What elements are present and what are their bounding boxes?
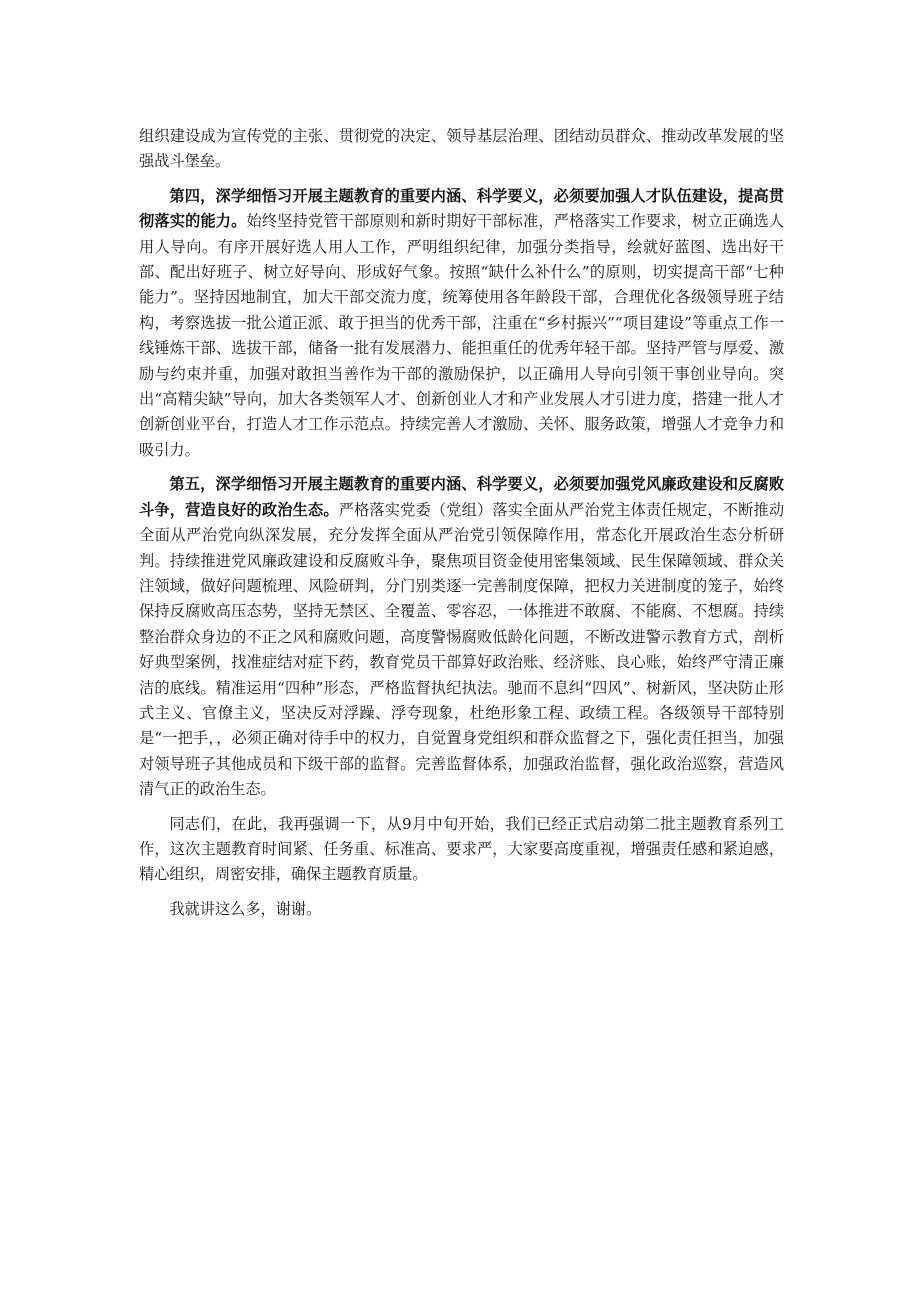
paragraph-lead-bold: 第四，深学细悟习开展主题教育的重要内涵、科学要义，必须要加强人才队伍建设，提高贯彻落实的能力。 — [139, 186, 784, 231]
paragraph-text: 严格落实党委（党组）落实全面从严治党主体责任规定，不断推动全面从严治党向纵深发展，充分发挥全面从严治党引领保障作用，常态化开展政治生态分析研判。持续推进党风廉政建设和反腐败斗争，聚焦项目资金使用密集领域、民生保障领域、群众关注领域，做好问题梳理、风险研判，分门别类逐一完善制度保障，把权力关进制度的笼子，始终保持反腐败高压态势，坚持无禁区、全覆盖、零容忍，一体推进不敢腐、不能腐、不想腐。持续整治群众身边的不正之风和腐败问题，高度警惕腐败低龄化问题，不断改进警示教育方式，剖析好典型案例，找准症结对症下药，教育党员干部算好政治账、经济账、良心账，始终严守清正廉洁的底线。精准运用“四种”形态，严格监督执纪执法。驰而不息纠“四风”、树新风，坚决防止形式主义、官僚主义，坚决反对浮躁、浮夸现象，杜绝形象工程、政绩工程。各级领导干部特别是“一把手，，必须正确对待手中的权力，自觉置身党组织和群众监督之下，强化责任担当，加强对领导班子其他成员和下级干部的监督。完善监督体系，加强政治监督，强化政治巡察，营造风清气正的政治生态。 — [139, 500, 785, 799]
paragraph-text: 始终坚持党管干部原则和新时期好干部标准，严格落实工作要求，树立正确选人用人导向。有序开展好选人用人工作，严明组织纪律，加强分类指导，绘就好蓝图、选出好干部、配出好班子、树立好导向、形成好气象。按照“缺什么补什么”的原则，切实提高干部“七种能力”。坚持因地制宜，加大干部交流力度，统筹使用各年龄段干部，合理优化各级领导班子结构，考察选拔一批公道正派、敢于担当的优秀干部，注重在“乡村振兴”“项目建设”等重点工作一线锤炼干部、选拔干部，储备一批有发展潜力、能担重任的优秀年轻干部。坚持严管与厚爱、激励与约束并重，加强对敢担当善作为干部的激励保护，以正确用人导向引领干事创业导向。突出“高精尖缺”导向，加大各类领军人才、创新创业人才和产业发展人才引进力度，搭建一批人才创新创业平台，打造人才工作示范点。持续完善人才激励、关怀、服务政策，增强人才竞争力和吸引力。 — [139, 212, 785, 459]
paragraph-text: 我就讲这么多，谢谢。 — [169, 899, 322, 918]
paragraph-continuation — [139, 124, 784, 175]
paragraph-emphasis — [139, 812, 784, 888]
paragraph-text: 同志们，在此，我再强调一下，从9月中旬开始，我们已经正式启动第二批主题教育系列工作，这次主题教育时间紧、任务重、标准高、要求严，大家要高度重视，增强责任感和紧迫感，精心组织，周密安排，确保主题教育质量。 — [139, 814, 784, 884]
paragraph-fourth-point — [139, 184, 784, 463]
paragraph-text: 组织建设成为宣传党的主张、贯彻党的决定、领导基层治理、团结动员群众、推动改革发展的坚强战斗堡垒。 — [139, 127, 784, 171]
paragraph-lead-bold: 第五，深学细悟习开展主题教育的重要内涵、科学要义，必须要加强党风廉政建设和反腐败斗争，营造良好的政治生态。 — [139, 475, 784, 519]
paragraph-fifth-point — [139, 472, 784, 802]
paragraph-closing — [139, 897, 784, 922]
document-body — [139, 124, 784, 931]
